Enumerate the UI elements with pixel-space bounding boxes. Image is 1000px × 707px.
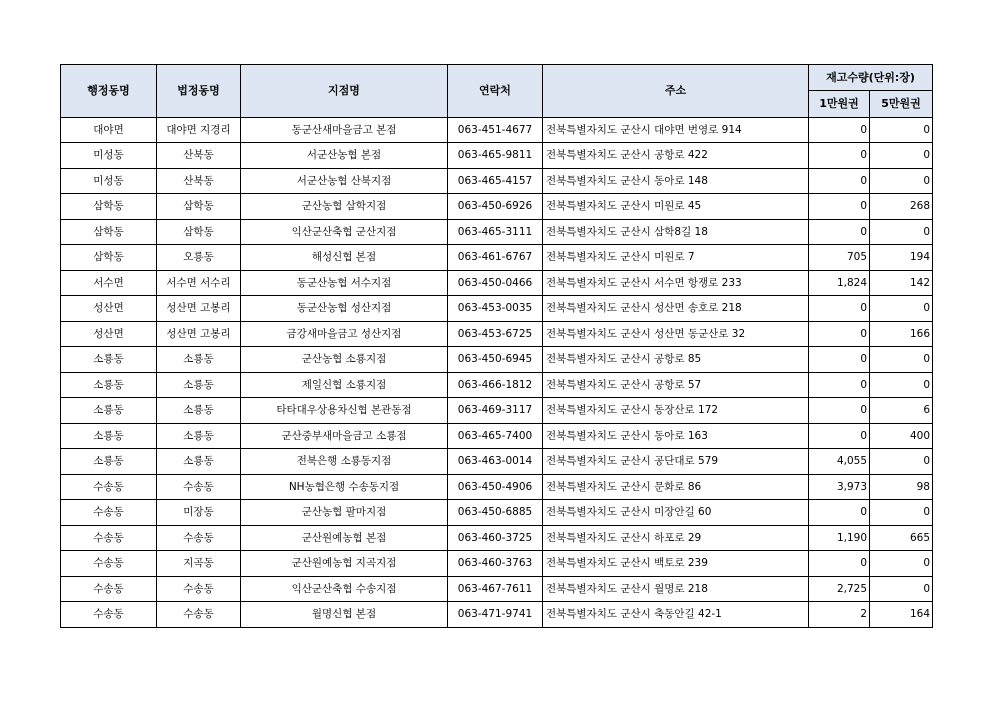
cell-legal-dong: 미장동	[157, 500, 241, 526]
cell-phone: 063-469-3117	[448, 398, 543, 424]
cell-stock-10k: 0	[809, 321, 870, 347]
cell-stock-10k: 1,824	[809, 270, 870, 296]
cell-stock-10k: 0	[809, 423, 870, 449]
cell-branch-name: 동군산새마을금고 본점	[241, 117, 448, 143]
table-row	[61, 245, 933, 271]
cell-legal-dong: 수송동	[157, 525, 241, 551]
cell-stock-10k: 1,190	[809, 525, 870, 551]
cell-stock-10k: 4,055	[809, 449, 870, 475]
cell-branch-name: 군산농협 팔마지점	[241, 500, 448, 526]
cell-stock-50k: 0	[870, 143, 933, 169]
cell-admin-dong: 서수면	[61, 270, 157, 296]
table-row	[61, 270, 933, 296]
cell-stock-50k: 6	[870, 398, 933, 424]
cell-address: 전북특별자치도 군산시 성산면 동군산로 32	[543, 321, 809, 347]
cell-branch-name: 군산원예농협 본점	[241, 525, 448, 551]
cell-stock-10k: 0	[809, 347, 870, 373]
cell-stock-50k: 142	[870, 270, 933, 296]
cell-stock-10k: 2,725	[809, 576, 870, 602]
cell-admin-dong: 소룡동	[61, 449, 157, 475]
cell-stock-10k: 0	[809, 168, 870, 194]
cell-stock-50k: 0	[870, 117, 933, 143]
cell-legal-dong: 삼학동	[157, 219, 241, 245]
cell-legal-dong: 산북동	[157, 143, 241, 169]
table-row	[61, 168, 933, 194]
cell-stock-10k: 0	[809, 372, 870, 398]
cell-legal-dong: 삼학동	[157, 194, 241, 220]
cell-address: 전북특별자치도 군산시 대야면 번영로 914	[543, 117, 809, 143]
cell-admin-dong: 삼학동	[61, 219, 157, 245]
cell-branch-name: 해성신협 본점	[241, 245, 448, 271]
cell-branch-name: 동군산농협 서수지점	[241, 270, 448, 296]
cell-phone: 063-466-1812	[448, 372, 543, 398]
cell-address: 전북특별자치도 군산시 성산면 송호로 218	[543, 296, 809, 322]
cell-branch-name: 전북은행 소룡동지점	[241, 449, 448, 475]
cell-phone: 063-451-4677	[448, 117, 543, 143]
cell-stock-50k: 98	[870, 474, 933, 500]
cell-stock-50k: 194	[870, 245, 933, 271]
cell-admin-dong: 삼학동	[61, 194, 157, 220]
cell-stock-50k: 665	[870, 525, 933, 551]
cell-stock-10k: 705	[809, 245, 870, 271]
cell-branch-name: 서군산농협 본점	[241, 143, 448, 169]
cell-address: 전북특별자치도 군산시 공항로 85	[543, 347, 809, 373]
cell-stock-50k: 0	[870, 551, 933, 577]
cell-admin-dong: 수송동	[61, 602, 157, 628]
cell-branch-name: 금강새마을금고 성산지점	[241, 321, 448, 347]
cell-admin-dong: 미성동	[61, 143, 157, 169]
cell-phone: 063-460-3763	[448, 551, 543, 577]
cell-stock-50k: 268	[870, 194, 933, 220]
cell-branch-name: 타타대우상용차신협 본관동점	[241, 398, 448, 424]
cell-admin-dong: 미성동	[61, 168, 157, 194]
table-row	[61, 219, 933, 245]
table-row	[61, 398, 933, 424]
cell-admin-dong: 수송동	[61, 500, 157, 526]
cell-phone: 063-465-9811	[448, 143, 543, 169]
header-50k-won: 5만원권	[870, 90, 933, 117]
table-row	[61, 474, 933, 500]
cell-branch-name: NH농협은행 수송동지점	[241, 474, 448, 500]
header-stock-group: 재고수량(단위:장)	[809, 65, 933, 91]
cell-phone: 063-465-4157	[448, 168, 543, 194]
header-address: 주소	[543, 65, 809, 118]
cell-legal-dong: 지곡동	[157, 551, 241, 577]
table-row	[61, 347, 933, 373]
table-row	[61, 423, 933, 449]
table-row	[61, 551, 933, 577]
cell-admin-dong: 소룡동	[61, 347, 157, 373]
cell-admin-dong: 삼학동	[61, 245, 157, 271]
table-row	[61, 602, 933, 628]
cell-legal-dong: 성산면 고봉리	[157, 321, 241, 347]
cell-legal-dong: 오룡동	[157, 245, 241, 271]
stock-table	[60, 64, 933, 628]
cell-stock-50k: 0	[870, 296, 933, 322]
table-row	[61, 194, 933, 220]
table-row	[61, 117, 933, 143]
cell-stock-10k: 0	[809, 194, 870, 220]
cell-stock-50k: 166	[870, 321, 933, 347]
cell-phone: 063-450-6885	[448, 500, 543, 526]
cell-branch-name: 제일신협 소룡지점	[241, 372, 448, 398]
cell-admin-dong: 소룡동	[61, 423, 157, 449]
header-branch: 지점명	[241, 65, 448, 118]
cell-admin-dong: 수송동	[61, 525, 157, 551]
header-admin-dong: 행정동명	[61, 65, 157, 118]
cell-address: 전북특별자치도 군산시 공단대로 579	[543, 449, 809, 475]
table-row	[61, 576, 933, 602]
cell-stock-50k: 164	[870, 602, 933, 628]
cell-address: 전북특별자치도 군산시 동장산로 172	[543, 398, 809, 424]
cell-stock-50k: 0	[870, 449, 933, 475]
cell-stock-50k: 0	[870, 168, 933, 194]
cell-phone: 063-450-6945	[448, 347, 543, 373]
cell-phone: 063-453-0035	[448, 296, 543, 322]
cell-phone: 063-450-4906	[448, 474, 543, 500]
header-legal-dong: 법정동명	[157, 65, 241, 118]
cell-address: 전북특별자치도 군산시 축동안길 42-1	[543, 602, 809, 628]
table-row	[61, 500, 933, 526]
cell-stock-10k: 3,973	[809, 474, 870, 500]
cell-legal-dong: 소룡동	[157, 372, 241, 398]
table-row	[61, 321, 933, 347]
cell-branch-name: 익산군산축협 군산지점	[241, 219, 448, 245]
cell-admin-dong: 소룡동	[61, 372, 157, 398]
cell-phone: 063-461-6767	[448, 245, 543, 271]
cell-address: 전북특별자치도 군산시 백토로 239	[543, 551, 809, 577]
cell-phone: 063-465-3111	[448, 219, 543, 245]
cell-stock-10k: 0	[809, 398, 870, 424]
cell-address: 전북특별자치도 군산시 문화로 86	[543, 474, 809, 500]
cell-stock-50k: 400	[870, 423, 933, 449]
cell-phone: 063-450-0466	[448, 270, 543, 296]
cell-stock-50k: 0	[870, 576, 933, 602]
cell-branch-name: 동군산농협 성산지점	[241, 296, 448, 322]
cell-phone: 063-471-9741	[448, 602, 543, 628]
cell-phone: 063-465-7400	[448, 423, 543, 449]
cell-branch-name: 군산농협 삼학지점	[241, 194, 448, 220]
cell-legal-dong: 서수면 서수리	[157, 270, 241, 296]
table-header	[61, 65, 933, 118]
cell-stock-50k: 0	[870, 372, 933, 398]
cell-admin-dong: 수송동	[61, 551, 157, 577]
cell-legal-dong: 소룡동	[157, 449, 241, 475]
cell-phone: 063-460-3725	[448, 525, 543, 551]
cell-stock-10k: 0	[809, 143, 870, 169]
cell-stock-10k: 0	[809, 219, 870, 245]
cell-legal-dong: 산북동	[157, 168, 241, 194]
cell-admin-dong: 대야면	[61, 117, 157, 143]
cell-stock-10k: 2	[809, 602, 870, 628]
cell-branch-name: 월명신협 본점	[241, 602, 448, 628]
cell-legal-dong: 성산면 고봉리	[157, 296, 241, 322]
cell-phone: 063-467-7611	[448, 576, 543, 602]
cell-stock-50k: 0	[870, 500, 933, 526]
cell-admin-dong: 성산면	[61, 296, 157, 322]
cell-legal-dong: 수송동	[157, 474, 241, 500]
table-row	[61, 449, 933, 475]
table-row	[61, 525, 933, 551]
cell-address: 전북특별자치도 군산시 공항로 57	[543, 372, 809, 398]
cell-admin-dong: 소룡동	[61, 398, 157, 424]
cell-address: 전북특별자치도 군산시 미원로 45	[543, 194, 809, 220]
cell-branch-name: 군산중부새마을금고 소룡점	[241, 423, 448, 449]
cell-stock-10k: 0	[809, 296, 870, 322]
cell-legal-dong: 수송동	[157, 602, 241, 628]
header-10k-won: 1만원권	[809, 90, 870, 117]
cell-stock-10k: 0	[809, 500, 870, 526]
cell-address: 전북특별자치도 군산시 서수면 항쟁로 233	[543, 270, 809, 296]
cell-phone: 063-450-6926	[448, 194, 543, 220]
cell-address: 전북특별자치도 군산시 하포로 29	[543, 525, 809, 551]
cell-phone: 063-453-6725	[448, 321, 543, 347]
cell-legal-dong: 대야면 지경리	[157, 117, 241, 143]
cell-address: 전북특별자치도 군산시 미원로 7	[543, 245, 809, 271]
cell-legal-dong: 소룡동	[157, 398, 241, 424]
cell-legal-dong: 소룡동	[157, 347, 241, 373]
cell-legal-dong: 소룡동	[157, 423, 241, 449]
cell-branch-name: 서군산농협 산북지점	[241, 168, 448, 194]
cell-stock-10k: 0	[809, 551, 870, 577]
cell-branch-name: 익산군산축협 수송지점	[241, 576, 448, 602]
cell-stock-50k: 0	[870, 219, 933, 245]
cell-address: 전북특별자치도 군산시 월명로 218	[543, 576, 809, 602]
table-body	[61, 117, 933, 627]
cell-stock-10k: 0	[809, 117, 870, 143]
cell-branch-name: 군산원예농협 지곡지점	[241, 551, 448, 577]
table-row	[61, 296, 933, 322]
cell-admin-dong: 수송동	[61, 474, 157, 500]
cell-stock-50k: 0	[870, 347, 933, 373]
cell-branch-name: 군산농협 소룡지점	[241, 347, 448, 373]
table-row	[61, 143, 933, 169]
cell-admin-dong: 성산면	[61, 321, 157, 347]
cell-address: 전북특별자치도 군산시 동아로 163	[543, 423, 809, 449]
cell-address: 전북특별자치도 군산시 미장안길 60	[543, 500, 809, 526]
cell-address: 전북특별자치도 군산시 삼학8길 18	[543, 219, 809, 245]
header-phone: 연락처	[448, 65, 543, 118]
cell-address: 전북특별자치도 군산시 공항로 422	[543, 143, 809, 169]
cell-admin-dong: 수송동	[61, 576, 157, 602]
cell-legal-dong: 수송동	[157, 576, 241, 602]
cell-phone: 063-463-0014	[448, 449, 543, 475]
cell-address: 전북특별자치도 군산시 동아로 148	[543, 168, 809, 194]
table-row	[61, 372, 933, 398]
